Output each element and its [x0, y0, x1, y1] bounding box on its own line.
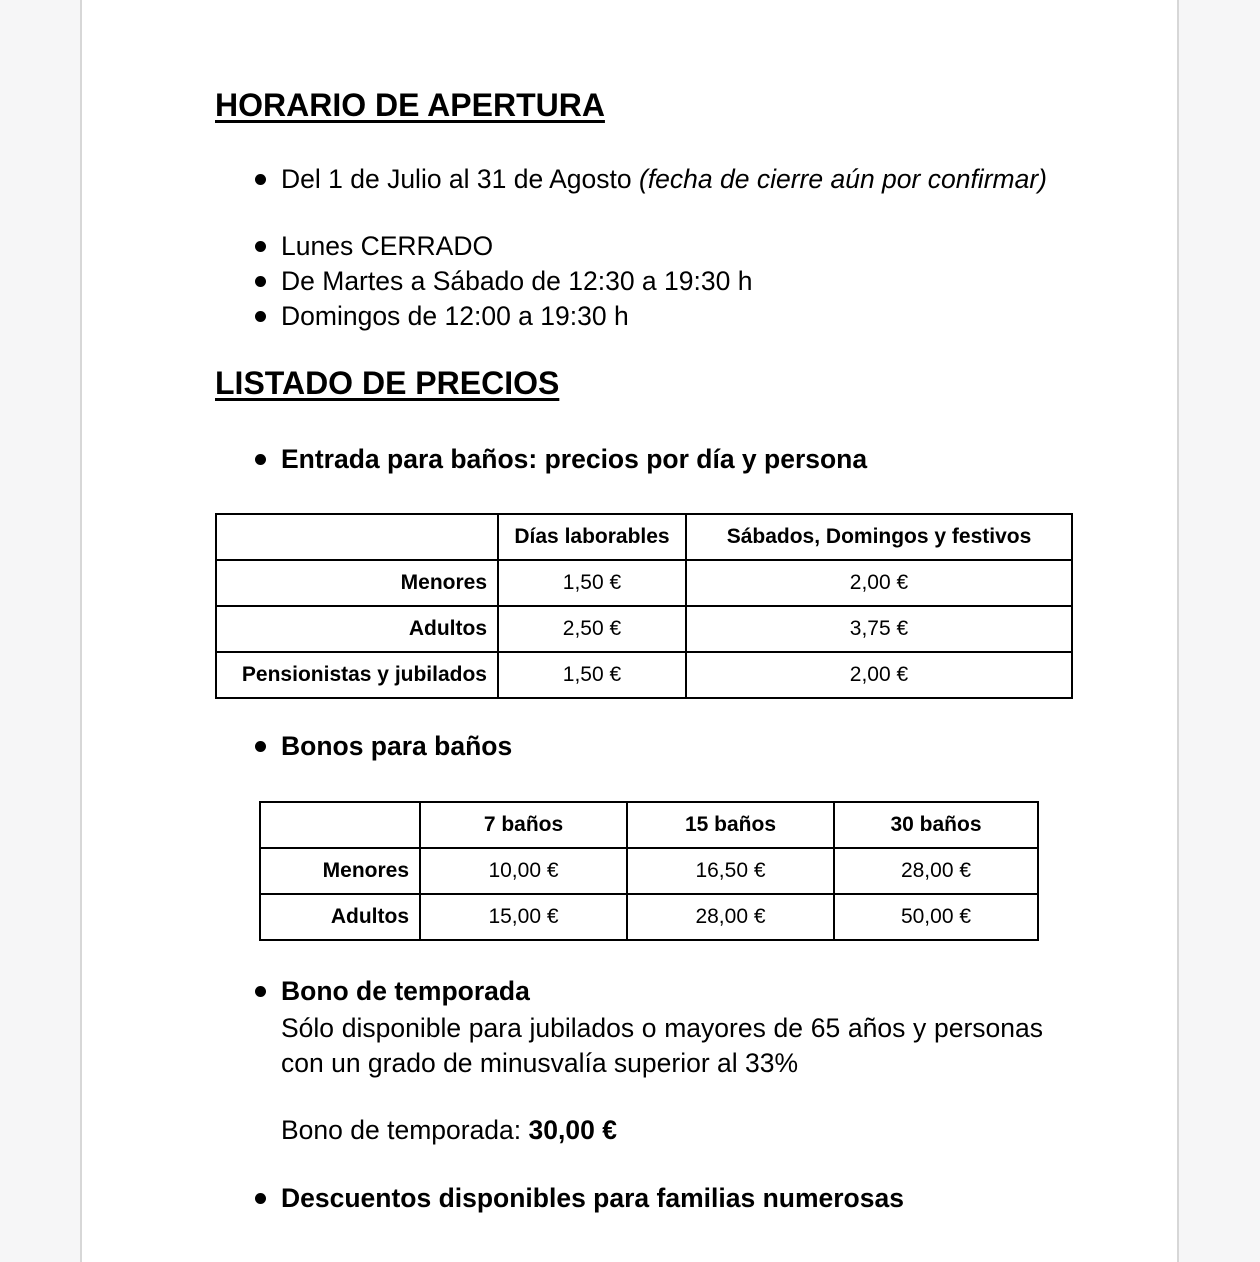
row-label: Adultos	[216, 606, 498, 652]
bonos-prices-table	[259, 801, 1039, 941]
list-item-bonos-heading	[215, 729, 1177, 764]
bullet-icon	[255, 741, 266, 752]
price-cell: 2,00 €	[686, 560, 1072, 606]
temporada-heading-text: Bono de temporada	[281, 976, 530, 1006]
row-label: Pensionistas y jubilados	[216, 652, 498, 698]
table-corner-cell	[216, 514, 498, 560]
row-label: Menores	[260, 848, 420, 894]
bullet-icon	[255, 1193, 266, 1204]
price-cell: 10,00 €	[420, 848, 627, 894]
temporada-description-line: Sólo disponible para jubilados o mayores de 65 años y personas	[281, 1013, 1043, 1043]
column-header: 7 baños	[420, 802, 627, 848]
price-cell: 2,50 €	[498, 606, 686, 652]
row-label: Adultos	[260, 894, 420, 940]
price-cell: 1,50 €	[498, 560, 686, 606]
bullet-icon	[255, 276, 266, 287]
list-item-entrada-heading	[215, 442, 1177, 477]
temporada-description-line: con un grado de minusvalía superior al 33%	[281, 1048, 799, 1078]
table-corner-cell	[260, 802, 420, 848]
temporada-description	[215, 1011, 1043, 1081]
date-range-prefix: Del 1 de Julio al 31 de Agosto	[281, 164, 639, 194]
schedule-list	[215, 229, 1177, 334]
entrada-prices-table	[215, 513, 1073, 699]
temporada-price-label: Bono de temporada:	[281, 1115, 529, 1145]
price-cell: 2,00 €	[686, 652, 1072, 698]
price-cell: 3,75 €	[686, 606, 1072, 652]
table-header-row	[216, 514, 1072, 560]
column-header: 15 baños	[627, 802, 834, 848]
date-range-note: (fecha de cierre aún por confirmar)	[639, 164, 1047, 194]
temporada-price-line	[215, 1113, 1177, 1148]
temporada-price-value: 30,00 €	[528, 1115, 617, 1145]
bullet-icon	[255, 986, 266, 997]
price-cell: 28,00 €	[627, 894, 834, 940]
section-title-horario: HORARIO DE APERTURA	[215, 87, 605, 123]
table-header-row	[260, 802, 1038, 848]
column-header: Sábados, Domingos y festivos	[686, 514, 1072, 560]
table-row	[216, 652, 1072, 698]
bullet-icon	[255, 454, 266, 465]
list-item-domingos	[215, 299, 1177, 334]
table-row	[216, 606, 1072, 652]
list-item-lunes	[215, 229, 1177, 264]
bullet-icon	[255, 241, 266, 252]
column-header: 30 baños	[834, 802, 1038, 848]
price-cell: 1,50 €	[498, 652, 686, 698]
list-item-date-range	[215, 162, 1177, 197]
price-cell: 16,50 €	[627, 848, 834, 894]
price-cell: 15,00 €	[420, 894, 627, 940]
schedule-text: Lunes CERRADO	[281, 231, 494, 261]
document-page	[80, 0, 1179, 1262]
section-title-precios: LISTADO DE PRECIOS	[215, 365, 560, 401]
date-range-text	[281, 164, 1047, 194]
entrada-heading-text: Entrada para baños: precios por día y persona	[281, 444, 868, 474]
table-row	[260, 894, 1038, 940]
list-item-temporada-heading	[215, 974, 1177, 1009]
row-label: Menores	[216, 560, 498, 606]
schedule-text: De Martes a Sábado de 12:30 a 19:30 h	[281, 266, 753, 296]
bullet-icon	[255, 311, 266, 322]
column-header: Días laborables	[498, 514, 686, 560]
descuentos-heading-text: Descuentos disponibles para familias numerosas	[281, 1183, 904, 1213]
table-row	[260, 848, 1038, 894]
price-cell: 50,00 €	[834, 894, 1038, 940]
price-cell: 28,00 €	[834, 848, 1038, 894]
schedule-text: Domingos de 12:00 a 19:30 h	[281, 301, 629, 331]
bullet-icon	[255, 174, 266, 185]
table-row	[216, 560, 1072, 606]
list-item-descuentos-heading	[215, 1181, 1177, 1216]
bonos-heading-text: Bonos para baños	[281, 731, 513, 761]
list-item-martes-sabado	[215, 264, 1177, 299]
